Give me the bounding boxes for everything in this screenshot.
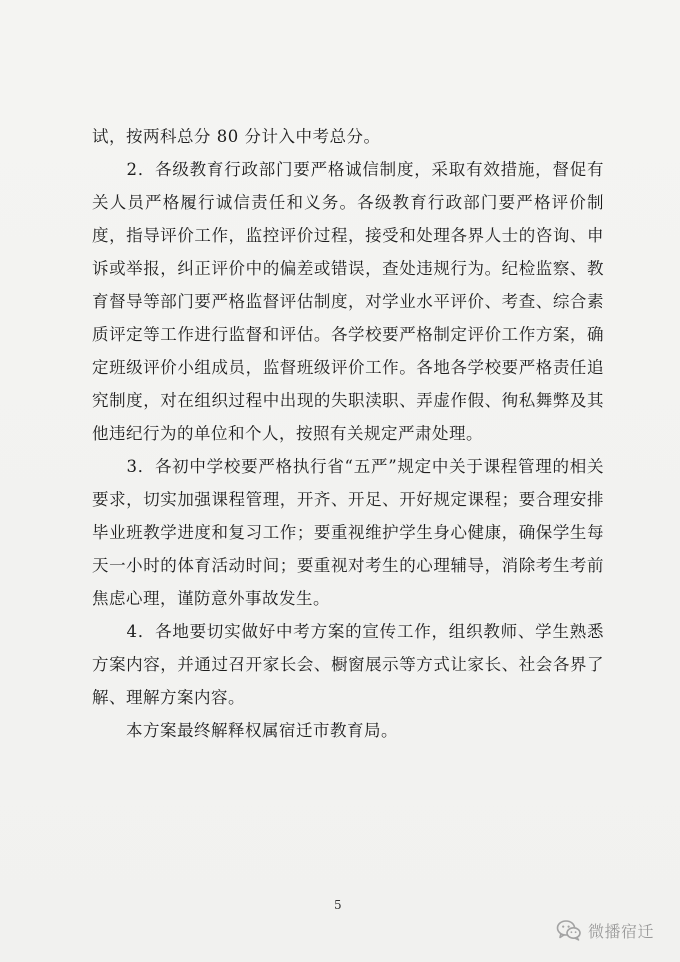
watermark [556,918,654,942]
paragraph-closing: 本方案最终解释权属宿迁市教育局。 [92,721,398,740]
page-number: 5 [334,898,342,912]
wechat-icon [556,919,582,941]
watermark-text: 微播宿迁 [588,921,655,941]
paragraph-item-2: 2．各级教育行政部门要严格诚信制度，采取有效措施，督促有关人员严格履行诚信责任和义务。各级教育行政部门要严格评价制度，指导评价工作，监控评价过程，接受和处理各界人士的咨询、申诉或举报，纠正评价中的偏差或错误，查处违规行为。纪检监察、教育督导等部门要严格监督评估制度，对学业水平评价、考查、综合素质评定等工作进行监督和评估。各学校要严格制定评价工作方案，确定班级评价小组成员，监督班级评价工作。各地各学校要严格责任追究制度，对在组织过程中出现的失职渎职、弄虚作假、徇私舞弊及其他违纪行为的单位和个人，按照有关规定严肃处理。 [92,160,604,443]
paragraph-item-3: 3．各初中学校要严格执行省“五严”规定中关于课程管理的相关要求，切实加强课程管理，开齐、开足、开好规定课程；要合理安排毕业班教学进度和复习工作；要重视维护学生身心健康，确保学生每天一小时的体育活动时间；要重视对考生的心理辅导，消除考生考前焦虑心理，谨防意外事故发生。 [92,457,604,608]
paragraph-continuation: 试，按两科总分 80 分计入中考总分。 [92,127,381,146]
document-body [92,120,604,747]
paragraph-item-4: 4．各地要切实做好中考方案的宣传工作，组织教师、学生熟悉方案内容，并通过召开家长会、橱窗展示等方式让家长、社会各界了解、理解方案内容。 [92,622,604,707]
